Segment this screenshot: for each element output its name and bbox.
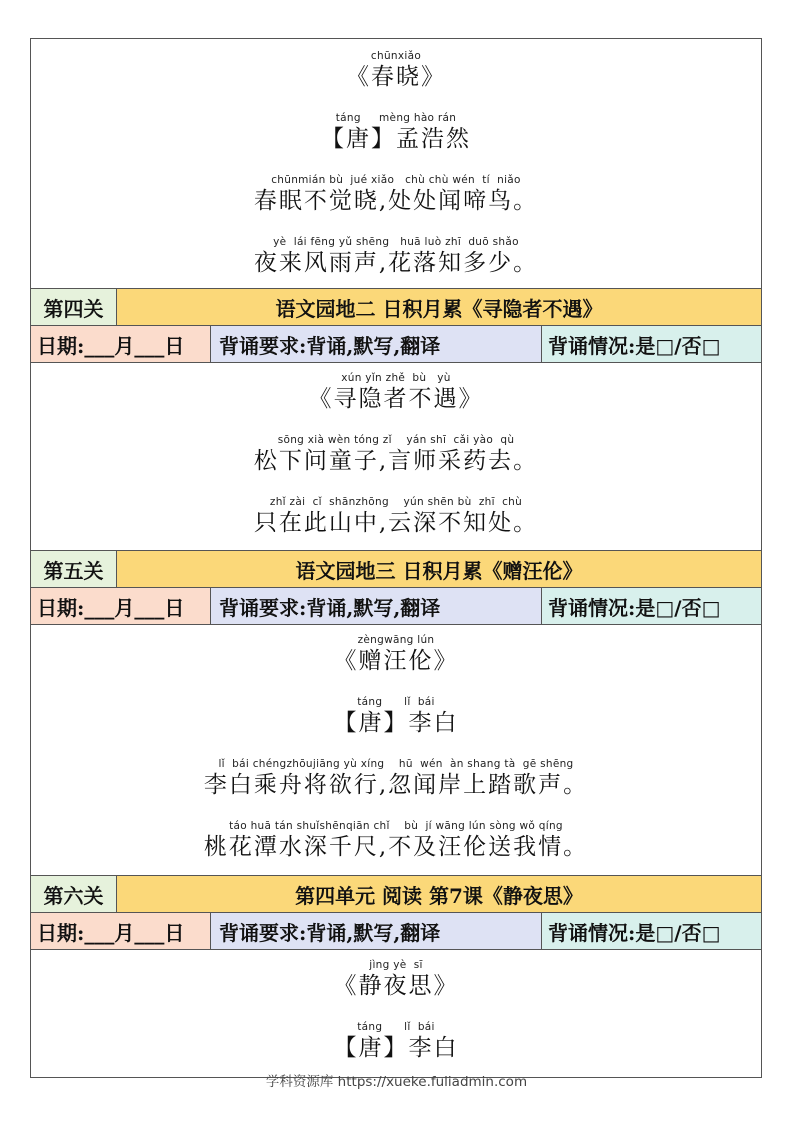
pinyin-line: táng lǐ bái bbox=[357, 1021, 435, 1033]
recitation-requirement: 背诵要求:背诵,默写,翻译 bbox=[211, 913, 542, 949]
pinyin-line: chūnmián bù jué xiǎo chù chù wén tí niǎo bbox=[271, 174, 521, 186]
pinyin-line: táng lǐ bái bbox=[357, 696, 435, 708]
level-label: 第六关 bbox=[31, 876, 117, 912]
worksheet bbox=[30, 38, 762, 1078]
poem-title bbox=[31, 372, 761, 413]
level-title: 语文园地三 日积月累《赠汪伦》 bbox=[117, 551, 761, 587]
pinyin-line: zhǐ zài cǐ shānzhōng yún shēn bù zhī chù bbox=[269, 496, 523, 508]
pinyin-line: chūnxiǎo bbox=[370, 50, 422, 62]
poem-verse bbox=[31, 174, 761, 215]
poem-chunxiao bbox=[31, 39, 761, 289]
recitation-requirement: 背诵要求:背诵,默写,翻译 bbox=[211, 588, 542, 624]
pinyin-line: jìng yè sī bbox=[369, 959, 423, 971]
hanzi-line: 《寻隐者不遇》 bbox=[308, 386, 484, 412]
recitation-status-checkbox[interactable]: 背诵情况:是□/否□ bbox=[542, 588, 761, 624]
pinyin-line: lǐ bái chéngzhōujiāng yù xíng hū wén àn shang tà gē shēng bbox=[218, 758, 574, 770]
level-header-row bbox=[31, 551, 761, 588]
poem-verse bbox=[31, 496, 761, 537]
poem-author bbox=[31, 1021, 761, 1062]
level-title: 第四单元 阅读 第7课《静夜思》 bbox=[117, 876, 761, 912]
hanzi-line: 李白乘舟将欲行,忽闻岸上踏歌声。 bbox=[203, 772, 589, 798]
poem-verse bbox=[31, 236, 761, 277]
watermark-footer: 学科资源库 https://xueke.fuliadmin.com bbox=[265, 1074, 528, 1090]
level-label: 第五关 bbox=[31, 551, 117, 587]
hanzi-line: 《赠汪伦》 bbox=[333, 648, 459, 674]
recitation-requirement: 背诵要求:背诵,默写,翻译 bbox=[211, 326, 542, 362]
hanzi-line: 【唐】李白 bbox=[333, 1035, 459, 1061]
pinyin-line: táng mèng hào rán bbox=[335, 112, 457, 124]
pinyin-line: sōng xià wèn tóng zǐ yán shī cǎi yào qù bbox=[277, 434, 515, 446]
recitation-info-row bbox=[31, 326, 761, 363]
recitation-info-row bbox=[31, 588, 761, 625]
poem-jingyesi bbox=[31, 950, 761, 1062]
hanzi-line: 只在此山中,云深不知处。 bbox=[253, 510, 539, 536]
level-label: 第四关 bbox=[31, 289, 117, 325]
recitation-status-checkbox[interactable]: 背诵情况:是□/否□ bbox=[542, 326, 761, 362]
level-header-row bbox=[31, 876, 761, 913]
pinyin-line: táo huā tán shuǐshēnqiān chǐ bù jí wāng lún sòng wǒ qíng bbox=[229, 820, 563, 832]
poem-author bbox=[31, 112, 761, 153]
pinyin-line: yè lái fēng yǔ shēng huā luò zhī duō shǎo bbox=[273, 236, 519, 248]
hanzi-line: 夜来风雨声,花落知多少。 bbox=[253, 250, 539, 276]
poem-title bbox=[31, 634, 761, 675]
hanzi-line: 桃花潭水深千尺,不及汪伦送我情。 bbox=[203, 834, 589, 860]
hanzi-line: 【唐】孟浩然 bbox=[321, 126, 471, 152]
recitation-info-row bbox=[31, 913, 761, 950]
hanzi-line: 【唐】李白 bbox=[333, 710, 459, 736]
hanzi-line: 《春晓》 bbox=[346, 64, 446, 90]
date-field[interactable]: 日期:___月___日 bbox=[31, 326, 211, 362]
level-title: 语文园地二 日积月累《寻隐者不遇》 bbox=[117, 289, 761, 325]
hanzi-line: 春眠不觉晓,处处闻啼鸟。 bbox=[253, 188, 539, 214]
date-field[interactable]: 日期:___月___日 bbox=[31, 913, 211, 949]
hanzi-line: 《静夜思》 bbox=[333, 973, 459, 999]
level-header-row bbox=[31, 289, 761, 326]
poem-verse bbox=[31, 434, 761, 475]
pinyin-line: xún yǐn zhě bù yù bbox=[341, 372, 451, 384]
date-field[interactable]: 日期:___月___日 bbox=[31, 588, 211, 624]
poem-title bbox=[31, 50, 761, 91]
poem-author bbox=[31, 696, 761, 737]
poem-zengwanglun bbox=[31, 625, 761, 876]
hanzi-line: 松下问童子,言师采药去。 bbox=[253, 448, 539, 474]
poem-title bbox=[31, 959, 761, 1000]
poem-verse bbox=[31, 758, 761, 799]
poem-xunyinzhe bbox=[31, 363, 761, 551]
poem-verse bbox=[31, 820, 761, 861]
pinyin-line: zèngwāng lún bbox=[357, 634, 435, 646]
recitation-status-checkbox[interactable]: 背诵情况:是□/否□ bbox=[542, 913, 761, 949]
